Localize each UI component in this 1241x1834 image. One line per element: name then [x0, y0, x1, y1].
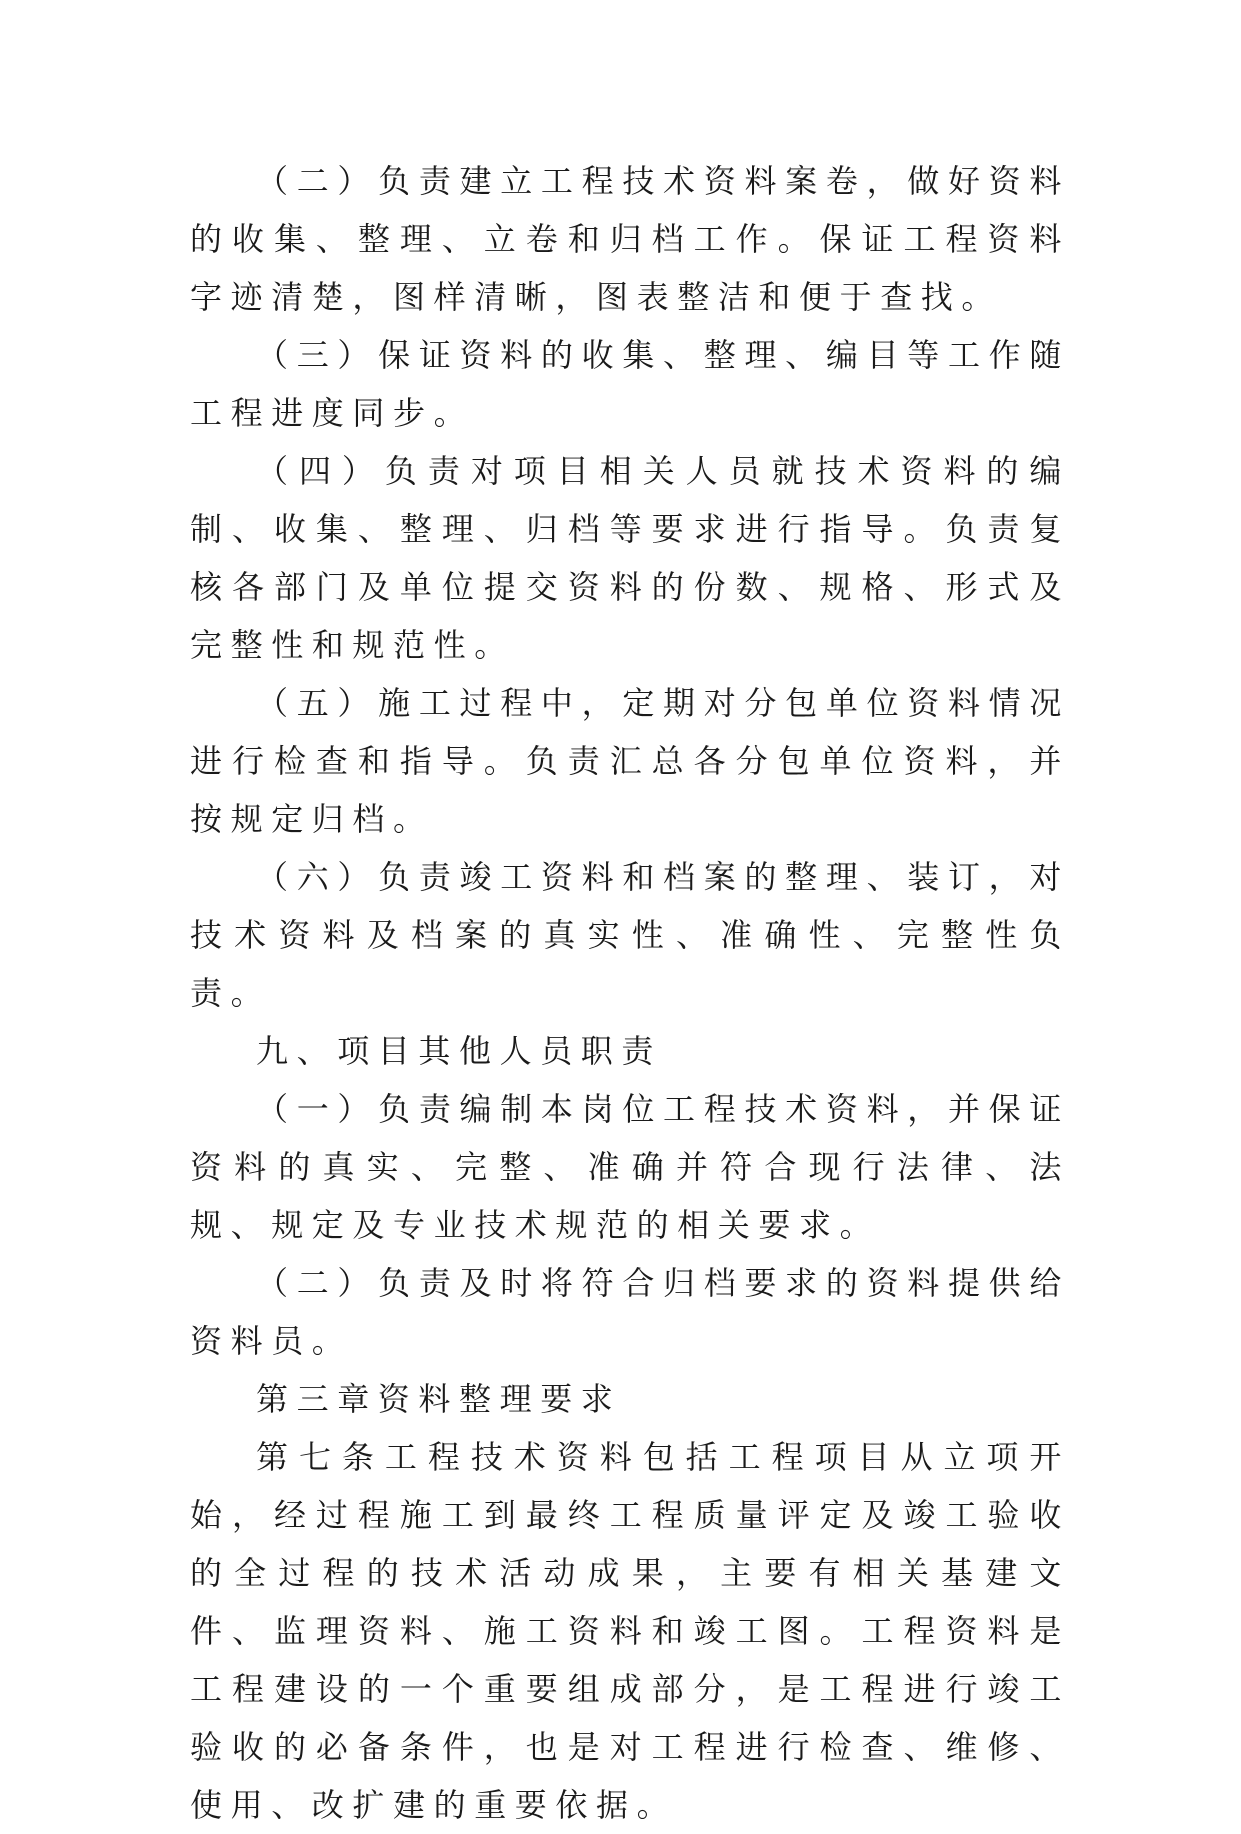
paragraph-article-7: 第七条工程技术资料包括工程项目从立项开始，经过程施工到最终工程质量评定及竣工验收的全过程的技术活动成果，主要有相关基建文件、监理资料、施工资料和竣工图。工程资料是工程建设的一个重要组成部分，是工程进行竣工验收的必备条件，也是对工程进行检查、维修、使用、改扩建的重要依据。: [190, 1438, 1070, 1824]
document-body: [190, 152, 1070, 1834]
section-heading-other-staff: 九、项目其他人员职责: [256, 1032, 663, 1070]
paragraph-responsibility-6: （六）负责竣工资料和档案的整理、装订，对技术资料及档案的真实性、准确性、完整性负责。: [190, 858, 1070, 1012]
paragraph-other-staff-1: （一）负责编制本岗位工程技术资料，并保证资料的真实、完整、准确并符合现行法律、法规、规定及专业技术规范的相关要求。: [190, 1090, 1070, 1244]
paragraph-responsibility-3: （三）保证资料的收集、整理、编目等工作随工程进度同步。: [190, 336, 1070, 432]
paragraph-responsibility-5: （五）施工过程中，定期对分包单位资料情况进行检查和指导。负责汇总各分包单位资料，并按规定归档。: [190, 684, 1070, 838]
paragraph-other-staff-2: （二）负责及时将符合归档要求的资料提供给资料员。: [190, 1264, 1070, 1360]
chapter-heading-3: 第三章资料整理要求: [256, 1380, 622, 1418]
paragraph-responsibility-2: （二）负责建立工程技术资料案卷，做好资料的收集、整理、立卷和归档工作。保证工程资料字迹清楚，图样清晰，图表整洁和便于查找。: [190, 162, 1070, 316]
paragraph-responsibility-4: （四）负责对项目相关人员就技术资料的编制、收集、整理、归档等要求进行指导。负责复核各部门及单位提交资料的份数、规格、形式及完整性和规范性。: [190, 452, 1070, 664]
